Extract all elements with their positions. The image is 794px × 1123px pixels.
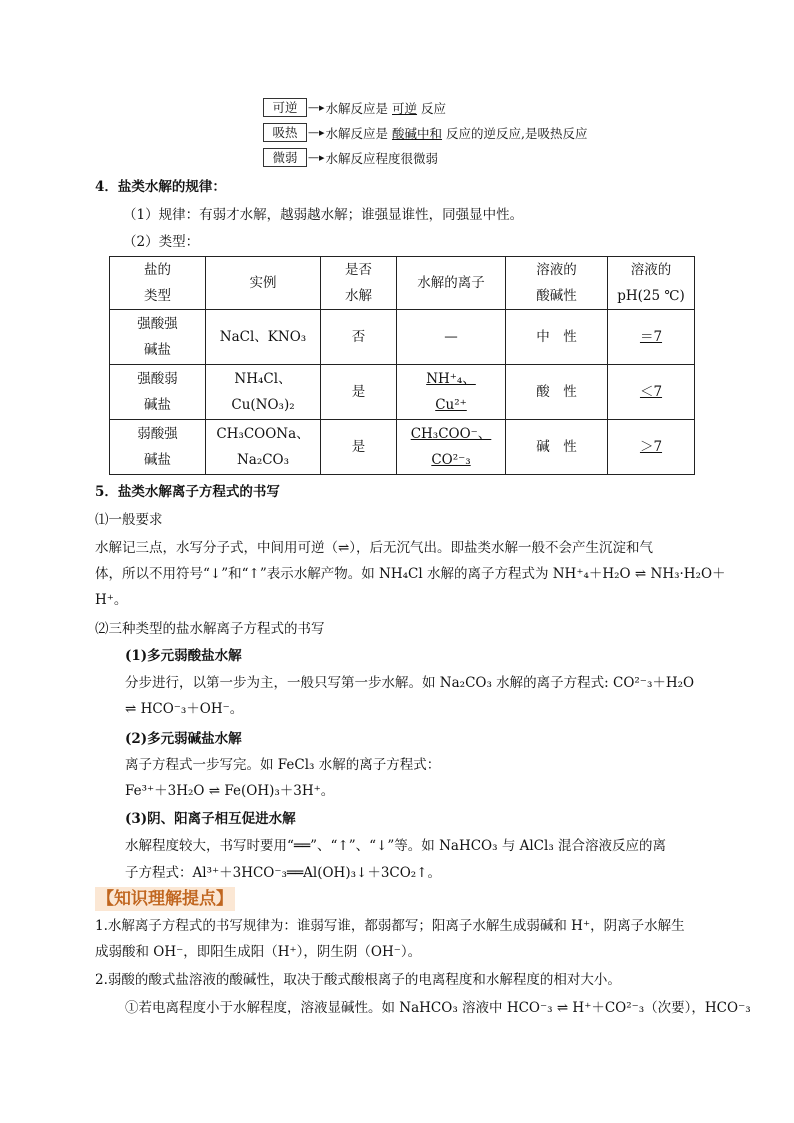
table-cell: 碱 性 (536, 439, 577, 455)
header-cell: 是否 水解 (321, 257, 397, 310)
diagram-row-endothermic (263, 120, 587, 145)
salt-hydrolysis-table (109, 256, 695, 475)
diagram-tag: 微弱 (263, 148, 307, 167)
subheading-polyacid: (1)多元弱酸盐水解 (125, 648, 242, 664)
diagram-text: 水解反应是 (325, 100, 393, 116)
table-cell: CH₃COONa、 Na₂CO₃ (216, 426, 310, 468)
header-cell: 盐的 类型 (110, 257, 206, 310)
table-cell: 否 (351, 329, 366, 345)
table-cell: 强酸弱 碱盐 (137, 371, 178, 413)
table-cell: 强酸强 碱盐 (137, 316, 178, 358)
table-cell: ＝7 (639, 329, 663, 345)
paragraph-line: 体，所以不用符号“↓”和“↑”表示水解产物。如 NH₄Cl 水解的离子方程式为 NH⁺₄＋H₂O ⇌ NH₃·H₂O＋ (95, 566, 726, 582)
table-cell: ＜7 (639, 384, 663, 400)
types-label: （2）类型： (123, 234, 200, 250)
table-cell: 酸 性 (536, 384, 577, 400)
table-cell: 中 性 (536, 329, 577, 345)
table-cell: NaCl、KNO₃ (219, 329, 307, 345)
tips-title: 【知识理解提点】 (97, 889, 233, 909)
paragraph-line: 分步进行，以第一步为主，一般只写第一步水解。如 Na₂CO₃ 水解的离子方程式: CO²⁻₃＋H₂O (125, 675, 695, 691)
table-row (110, 420, 695, 475)
table-cell: 是 (351, 439, 366, 455)
subheading-three-types: ⑵三种类型的盐水解离子方程式的书写 (95, 621, 325, 637)
rule-text: （1）规律：有弱才水解，越弱越水解；谁强显谁性，同强显中性。 (123, 207, 524, 223)
diagram-text: 水解反应是 (325, 125, 393, 141)
paragraph-line: Fe³⁺＋3H₂O ⇌ Fe(OH)₃＋3H⁺。 (125, 783, 335, 799)
diagram-row-reversible (263, 95, 587, 120)
diagram-underlined: 酸碱中和 (392, 125, 443, 141)
table-cell: — (444, 329, 458, 345)
tip-line: 2.弱酸的酸式盐溶液的酸碱性，取决于酸式酸根离子的电离程度和水解程度的相对大小。 (95, 972, 621, 988)
table-header-row (110, 257, 695, 310)
diagram-text: 反应 (417, 100, 447, 116)
table-row (110, 310, 695, 365)
arrow-icon: —▸ (308, 151, 325, 164)
tip-line: ①若电离程度小于水解程度，溶液显碱性。如 NaHCO₃ 溶液中 HCO⁻₃ ⇌ H⁺＋CO²⁻₃（次要），HCO⁻₃ (125, 1000, 751, 1016)
arrow-icon: —▸ (308, 101, 325, 114)
header-cell: 实例 (206, 257, 321, 310)
header-cell: 水解的离子 (397, 257, 506, 310)
diagram-text: 水解反应程度很微弱 (325, 150, 439, 166)
paragraph-line: ⇌ HCO⁻₃＋OH⁻。 (125, 701, 244, 717)
paragraph-line: H⁺。 (95, 592, 128, 608)
diagram-row-weak (263, 145, 587, 170)
paragraph-line: 离子方程式一步写完。如 FeCl₃ 水解的离子方程式： (125, 757, 441, 773)
hydrolysis-properties-diagram (263, 95, 587, 170)
table-cell: ＞7 (639, 439, 663, 455)
table-row (110, 365, 695, 420)
table-cell: CH₃COO⁻、 CO²⁻₃ (410, 426, 492, 468)
table-cell: 弱酸强 碱盐 (137, 426, 178, 468)
paragraph-line: 水解程度较大，书写时要用“══”、“↑”、“↓”等。如 NaHCO₃ 与 AlCl₃ 混合溶液反应的离 (125, 838, 667, 854)
subheading-mutual: (3)阴、阳离子相互促进水解 (125, 811, 296, 827)
arrow-icon: —▸ (308, 126, 325, 139)
diagram-tag: 可逆 (263, 98, 307, 117)
section-5-heading: 5．盐类水解离子方程式的书写 (95, 484, 280, 500)
diagram-underlined: 可逆 (392, 100, 418, 116)
subheading-general: ⑴一般要求 (95, 512, 163, 528)
table-cell: NH₄Cl、 Cu(NO₃)₂ (231, 371, 295, 413)
table-cell: NH⁺₄、 Cu²⁺ (426, 371, 476, 413)
header-cell: 溶液的 pH(25 ℃) (608, 257, 695, 310)
section-4-heading: 4．盐类水解的规律： (95, 179, 226, 195)
subheading-polybase: (2)多元弱碱盐水解 (125, 731, 242, 747)
diagram-text: 反应的逆反应,是吸热反应 (442, 125, 588, 141)
tip-line: 成弱酸和 OH⁻，即阳生成阳（H⁺），阴生阴（OH⁻）。 (95, 944, 422, 960)
paragraph-line: 水解记三点，水写分子式，中间用可逆（⇌），后无沉气出。即盐类水解一般不会产生沉淀和气 (95, 540, 654, 556)
header-cell: 溶液的 酸碱性 (506, 257, 608, 310)
tip-line: 1.水解离子方程式的书写规律为：谁弱写谁，都弱都写；阳离子水解生成弱碱和 H⁺，阴离子水解生 (95, 918, 685, 934)
paragraph-line: 子方程式：Al³⁺＋3HCO⁻₃══Al(OH)₃↓＋3CO₂↑。 (125, 865, 442, 881)
diagram-tag: 吸热 (263, 123, 307, 142)
table-cell: 是 (351, 384, 366, 400)
